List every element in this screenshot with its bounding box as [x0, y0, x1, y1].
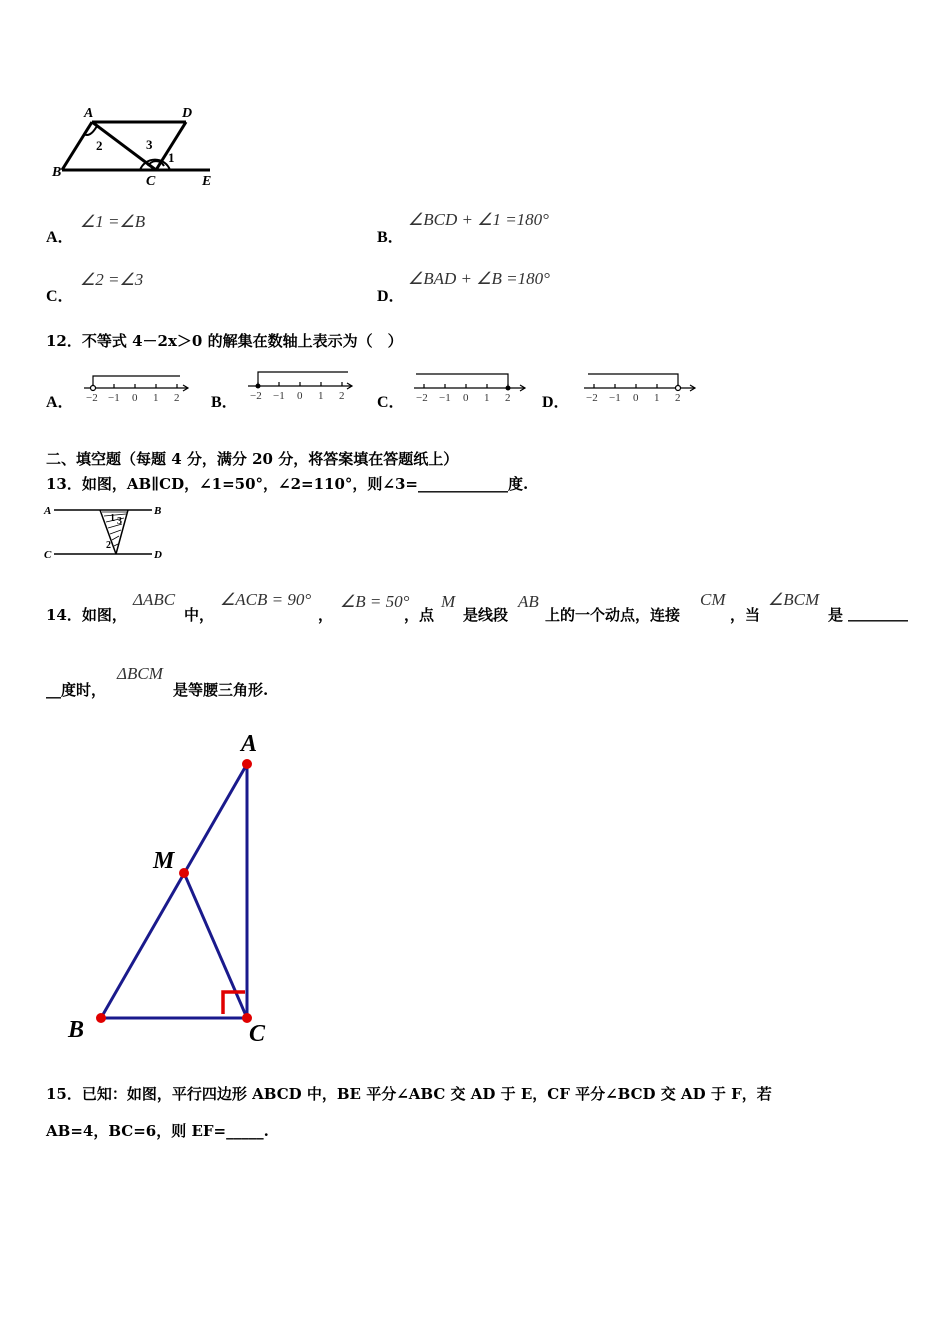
q12-d-tick-0: −2 [586, 392, 598, 404]
q14-p2: 中， [184, 606, 215, 624]
q12-option-b-letter: B． [211, 394, 238, 411]
q11-label-A: A [84, 106, 94, 121]
q14-p5: 是线段 [463, 606, 509, 624]
q12-numberline-b [244, 364, 359, 402]
q12-c-tick-2: 0 [463, 392, 469, 404]
q12-option-a-letter: A． [46, 394, 74, 411]
q14-label-M: M [153, 848, 175, 874]
q14-p7: ，当 [730, 606, 761, 624]
q13-label-D: D [154, 549, 162, 561]
q12-b-tick-1: −1 [273, 390, 285, 402]
q14-m5: AB [518, 592, 539, 611]
q14-m3: ∠B = 50° [340, 592, 410, 611]
q11-label-3: 3 [146, 137, 153, 152]
q14-answer-blank[interactable]: ________ [848, 604, 908, 622]
q11-figure [40, 100, 230, 192]
q11-option-b-letter: B． [377, 229, 404, 246]
q14-label-B: B [68, 1017, 85, 1043]
q12-c-tick-3: 1 [484, 392, 490, 404]
q12-stem: 12．不等式 4－2x＞0 的解集在数轴上表示为（ ） [46, 332, 403, 350]
q14-segment-CM [184, 873, 247, 1018]
q13-label-B: B [154, 505, 162, 517]
q12-a-tick-1: −1 [108, 392, 120, 404]
q14-p3: ， [318, 606, 334, 624]
q13-label-C: C [44, 549, 52, 561]
q12-d-tick-3: 1 [654, 392, 660, 404]
q11-label-B: B [52, 165, 62, 180]
q12-c-tick-4: 2 [505, 392, 511, 404]
q12-d-tick-1: −1 [609, 392, 621, 404]
q11-option-d-letter: D． [377, 288, 405, 305]
q14-point-M [179, 868, 189, 878]
q14-p6: 上的一个动点，连接 [545, 606, 681, 624]
q13-stem-text: 13．如图，AB∥CD，∠1=50°，∠2=110°，则∠3= [46, 475, 418, 493]
q12-numberline-d [580, 366, 700, 404]
q14-p1: 14．如图， [46, 606, 127, 624]
q11-option-b-expr: ∠BCD + ∠1 =180° [408, 210, 549, 229]
q11-label-1: 1 [168, 150, 175, 165]
q12-a-tick-4: 2 [174, 392, 180, 404]
q12-b-tick-2: 0 [297, 390, 303, 402]
q13-label-2: 2 [106, 540, 111, 551]
q12-c-tick-0: −2 [416, 392, 428, 404]
q13-label-1: 1 [110, 513, 115, 524]
q12-a-tick-0: −2 [86, 392, 98, 404]
q14-m6: CM [700, 590, 726, 609]
q14-label-A: A [241, 731, 258, 757]
q11-label-E: E [202, 174, 212, 189]
q11-option-c-expr: ∠2 =∠3 [80, 270, 144, 289]
q14-point-A [242, 759, 252, 769]
q12-b-tick-4: 2 [339, 390, 345, 402]
q12-b-tick-0: −2 [250, 390, 262, 402]
q15-line1: 15．已知：如图，平行四边形 ABCD 中，BE 平分∠ABC 交 AD 于 E，CF 平分∠BCD 交 AD 于 F，若 [46, 1085, 772, 1103]
q14-line2-prefix: __度时， [46, 681, 107, 699]
section2-heading: 二、填空题（每题 4 分，满分 20 分，将答案填在答题纸上） [46, 450, 459, 468]
q12-c-tick-1: −1 [439, 392, 451, 404]
q13-figure [40, 500, 170, 566]
q14-m1: ΔABC [133, 590, 176, 609]
q14-m4: M [441, 592, 456, 611]
q14-p8: 是 [828, 606, 844, 624]
q11-label-2: 2 [96, 138, 103, 153]
q11-option-c-letter: C． [46, 288, 74, 305]
q12-numberline-a [80, 368, 195, 404]
q14-p4: ，点 [404, 606, 435, 624]
q13-stem [46, 473, 528, 494]
q12-a-tick-2: 0 [132, 392, 138, 404]
q12-d-tick-4: 2 [675, 392, 681, 404]
q13-stem-suffix: 度. [507, 475, 529, 493]
q12-option-d-letter: D． [542, 394, 570, 411]
q12-option-c-letter: C． [377, 394, 405, 411]
q11-option-a-letter: A． [46, 229, 74, 246]
q14-label-C: C [249, 1021, 266, 1047]
q13-answer-blank[interactable]: ____________ [417, 475, 508, 493]
q14-figure [60, 725, 290, 1055]
q11-label-C: C [146, 174, 156, 189]
q12-numberline-c [410, 366, 530, 404]
q14-point-B [96, 1013, 106, 1023]
q12-b-tick-3: 1 [318, 390, 324, 402]
q14-segment-AB [101, 764, 247, 1018]
q14-m8: ΔBCM [117, 664, 163, 683]
q11-option-d-expr: ∠BAD + ∠B =180° [408, 269, 550, 288]
q14-m2: ∠ACB = 90° [220, 590, 312, 609]
q12-d-tick-2: 0 [633, 392, 639, 404]
q13-label-A: A [44, 505, 52, 517]
q14-m7: ∠BCM [768, 590, 820, 609]
q15-line2: AB=4，BC=6，则 EF=_____. [46, 1122, 269, 1140]
q14-line2-suffix: 是等腰三角形. [173, 681, 269, 699]
q12-a-tick-3: 1 [153, 392, 159, 404]
q11-option-a-expr: ∠1 =∠B [80, 212, 146, 231]
q13-label-3: 3 [117, 516, 122, 527]
q11-label-D: D [182, 106, 193, 121]
